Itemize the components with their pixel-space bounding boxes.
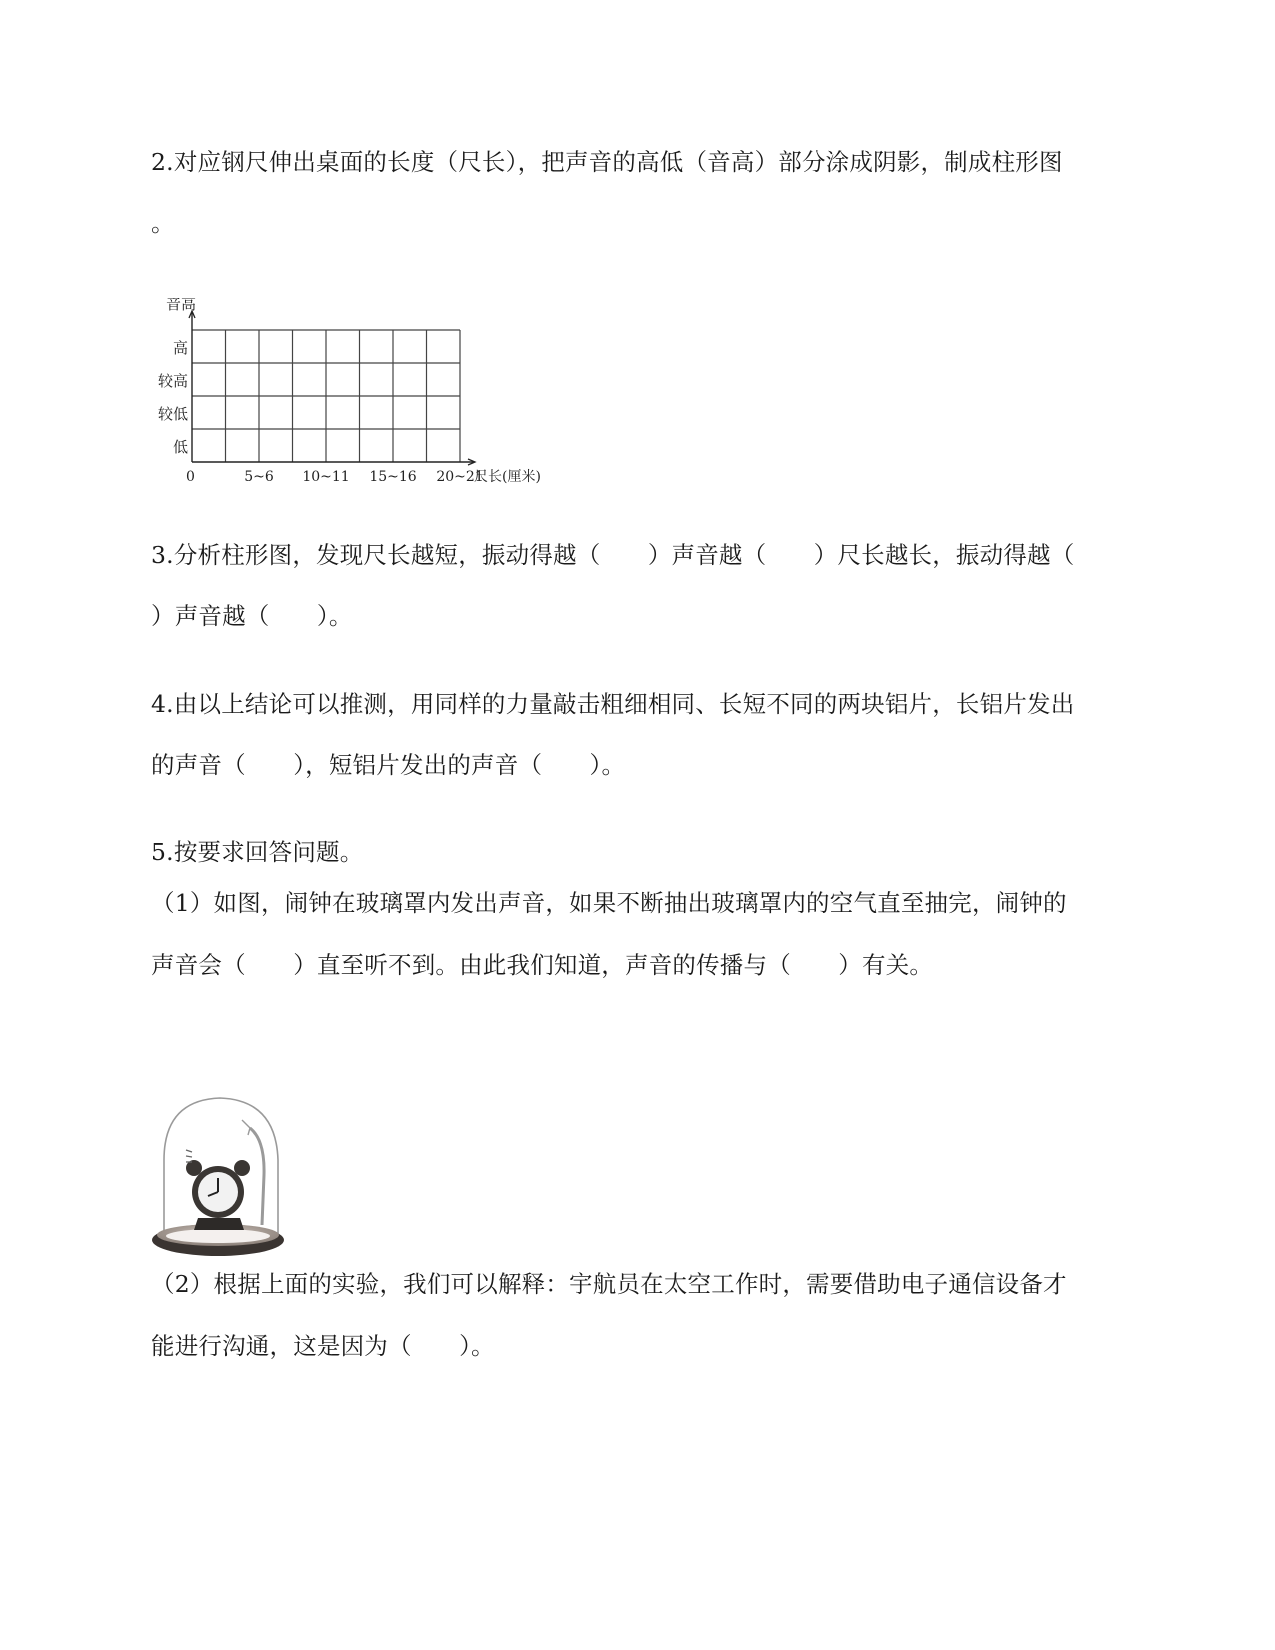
x-tick-label: 0 <box>186 469 195 485</box>
x-axis-title: 尺长(厘米) <box>474 469 541 485</box>
pitch-bar-chart <box>148 298 568 513</box>
q5-2-line2: 能进行沟通，这是因为（ ）。 <box>151 1332 495 1360</box>
q5-2-line1: （2）根据上面的实验，我们可以解释：宇航员在太空工作时，需要借助电子通信设备才 <box>151 1270 1067 1298</box>
q5-title: 5.按要求回答问题。 <box>151 838 364 866</box>
q4-line2: 的声音（ ），短铝片发出的声音（ ）。 <box>151 751 626 779</box>
y-tick-label: 高 <box>172 339 188 357</box>
y-tick-label: 较低 <box>157 405 188 423</box>
q4-line1: 4.由以上结论可以推测，用同样的力量敲击粗细相同、长短不同的两块铝片，长铝片发出 <box>151 690 1075 718</box>
x-tick-label: 5~6 <box>244 469 274 485</box>
q2-line1: 2.对应钢尺伸出桌面的长度（尺长），把声音的高低（音高）部分涂成阴影，制成柱形图 <box>151 148 1063 176</box>
x-tick-label: 10~11 <box>302 469 350 485</box>
chart-svg <box>148 298 568 513</box>
chart-grid <box>192 330 460 462</box>
y-tick-label: 较高 <box>157 372 188 390</box>
q3-line2: ）声音越（ ）。 <box>151 602 353 630</box>
x-tick-label: 20~21 <box>436 469 484 485</box>
y-axis-title: 音高 <box>166 298 197 313</box>
chart-labels <box>158 298 541 485</box>
chart-axes <box>189 311 475 465</box>
alarm-clock-bell-jar-icon <box>150 1090 290 1265</box>
q5-1-line1: （1）如图，闹钟在玻璃罩内发出声音，如果不断抽出玻璃罩内的空气直至抽完，闹钟的 <box>151 889 1067 917</box>
q5-1-line2: 声音会（ ）直至听不到。由此我们知道，声音的传播与（ ）有关。 <box>151 951 934 979</box>
q3-line1: 3.分析柱形图，发现尺长越短，振动得越（ ）声音越（ ）尺长越长，振动得越（ <box>151 541 1075 569</box>
x-tick-label: 15~16 <box>369 469 417 485</box>
y-tick-label: 低 <box>172 438 188 456</box>
q2-line2: 。 <box>151 209 175 237</box>
